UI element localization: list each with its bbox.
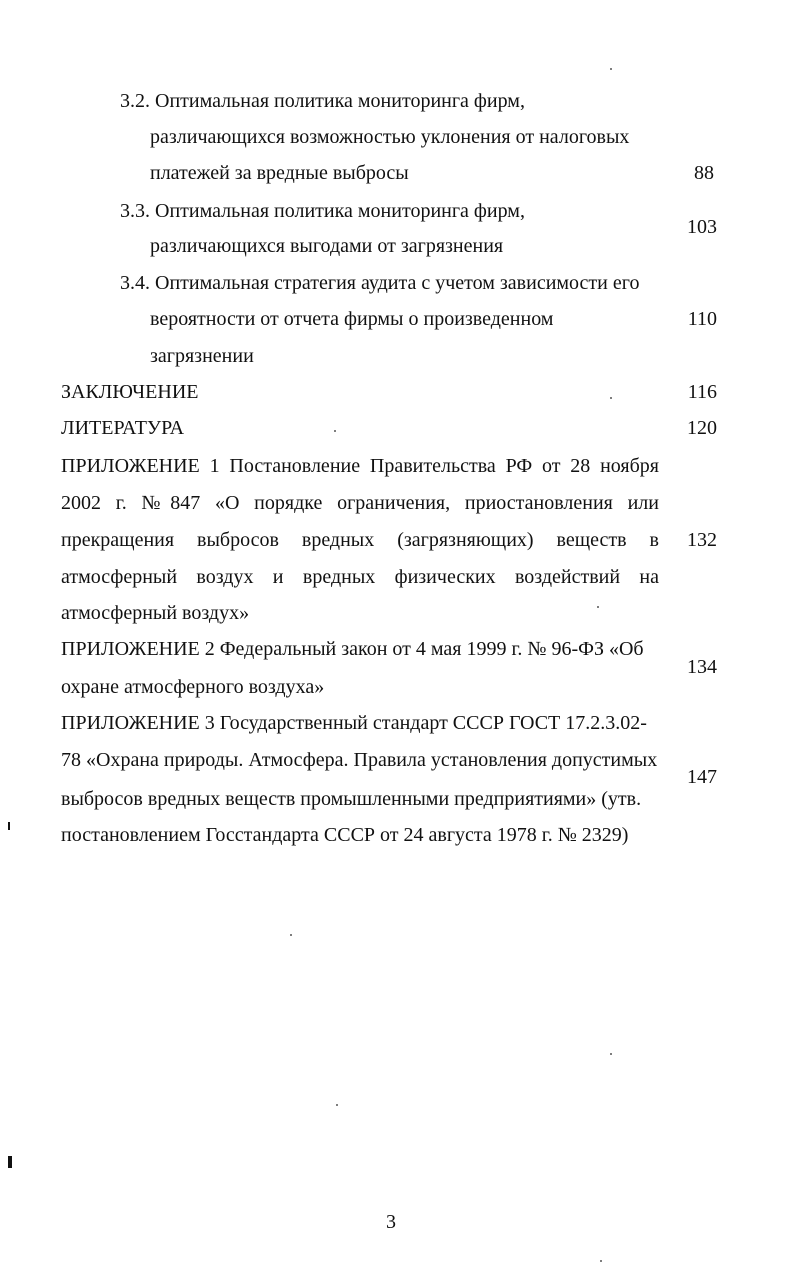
toc-entry-3-2-line-1: 3.2. Оптимальная политика мониторинга фирм, <box>120 90 525 112</box>
toc-conclusion-title: ЗАКЛЮЧЕНИЕ <box>61 381 199 403</box>
toc-entry-3-2-page: 88 <box>694 162 714 184</box>
toc-appendix-2-line-1: ПРИЛОЖЕНИЕ 2 Федеральный закон от 4 мая 1999 г. № 96-ФЗ «Об <box>61 638 644 660</box>
toc-entry-3-4-line-1: 3.4. Оптимальная стратегия аудита с учетом зависимости его <box>120 272 640 294</box>
toc-appendix-2-page: 134 <box>687 656 717 678</box>
scan-speck <box>334 430 336 432</box>
toc-appendix-3-line-1: ПРИЛОЖЕНИЕ 3 Государственный стандарт СССР ГОСТ 17.2.3.02- <box>61 712 647 734</box>
toc-appendix-1-line-2: 2002 г. №847 «О порядке ограничения, приостановления или <box>61 492 659 514</box>
toc-entry-3-4-line-3: загрязнении <box>150 345 254 367</box>
toc-entry-3-3-page: 103 <box>687 216 717 238</box>
scan-speck <box>336 1104 338 1106</box>
toc-literature-title: ЛИТЕРАТУРА <box>61 417 185 439</box>
toc-appendix-3-line-4: постановлением Госстандарта СССР от 24 августа 1978 г. № 2329) <box>61 824 629 846</box>
toc-appendix-1-line-3: прекращения выбросов вредных (загрязняющих) веществ в <box>61 529 659 551</box>
toc-entry-3-3-line-1: 3.3. Оптимальная политика мониторинга фирм, <box>120 200 525 222</box>
toc-appendix-1-line-5: атмосферный воздух» <box>61 602 250 624</box>
toc-conclusion-page: 116 <box>687 381 717 403</box>
toc-appendix-1-page: 132 <box>687 529 717 551</box>
toc-literature-page: 120 <box>687 417 717 439</box>
scan-mark <box>8 1156 12 1168</box>
scan-speck <box>290 934 292 936</box>
toc-appendix-1-line-1: ПРИЛОЖЕНИЕ 1 Постановление Правительства РФ от 28 ноября <box>61 455 659 477</box>
toc-appendix-3-line-3: выбросов вредных веществ промышленными предприятиями» (утв. <box>61 788 642 810</box>
toc-appendix-1-line-4: атмосферный воздух и вредных физических воздействий на <box>61 566 659 588</box>
toc-entry-3-4-page: 110 <box>687 308 717 330</box>
page-number: 3 <box>386 1211 396 1233</box>
toc-entry-3-3-line-2: различающихся выгодами от загрязнения <box>150 235 504 257</box>
toc-entry-3-2-line-3: платежей за вредные выбросы <box>150 162 409 184</box>
scan-speck <box>610 397 612 399</box>
scan-speck <box>597 606 599 608</box>
scan-mark <box>8 822 10 830</box>
toc-appendix-3-line-2: 78 «Охрана природы. Атмосфера. Правила установления допустимых <box>61 749 658 771</box>
scan-speck <box>610 68 612 70</box>
toc-appendix-2-line-2: охране атмосферного воздуха» <box>61 676 325 698</box>
scan-speck <box>610 1053 612 1055</box>
toc-appendix-3-page: 147 <box>687 766 717 788</box>
toc-entry-3-4-line-2: вероятности от отчета фирмы о произведенном <box>150 308 554 330</box>
toc-entry-3-2-line-2: различающихся возможностью уклонения от налоговых <box>150 126 630 148</box>
scan-speck <box>600 1260 602 1262</box>
